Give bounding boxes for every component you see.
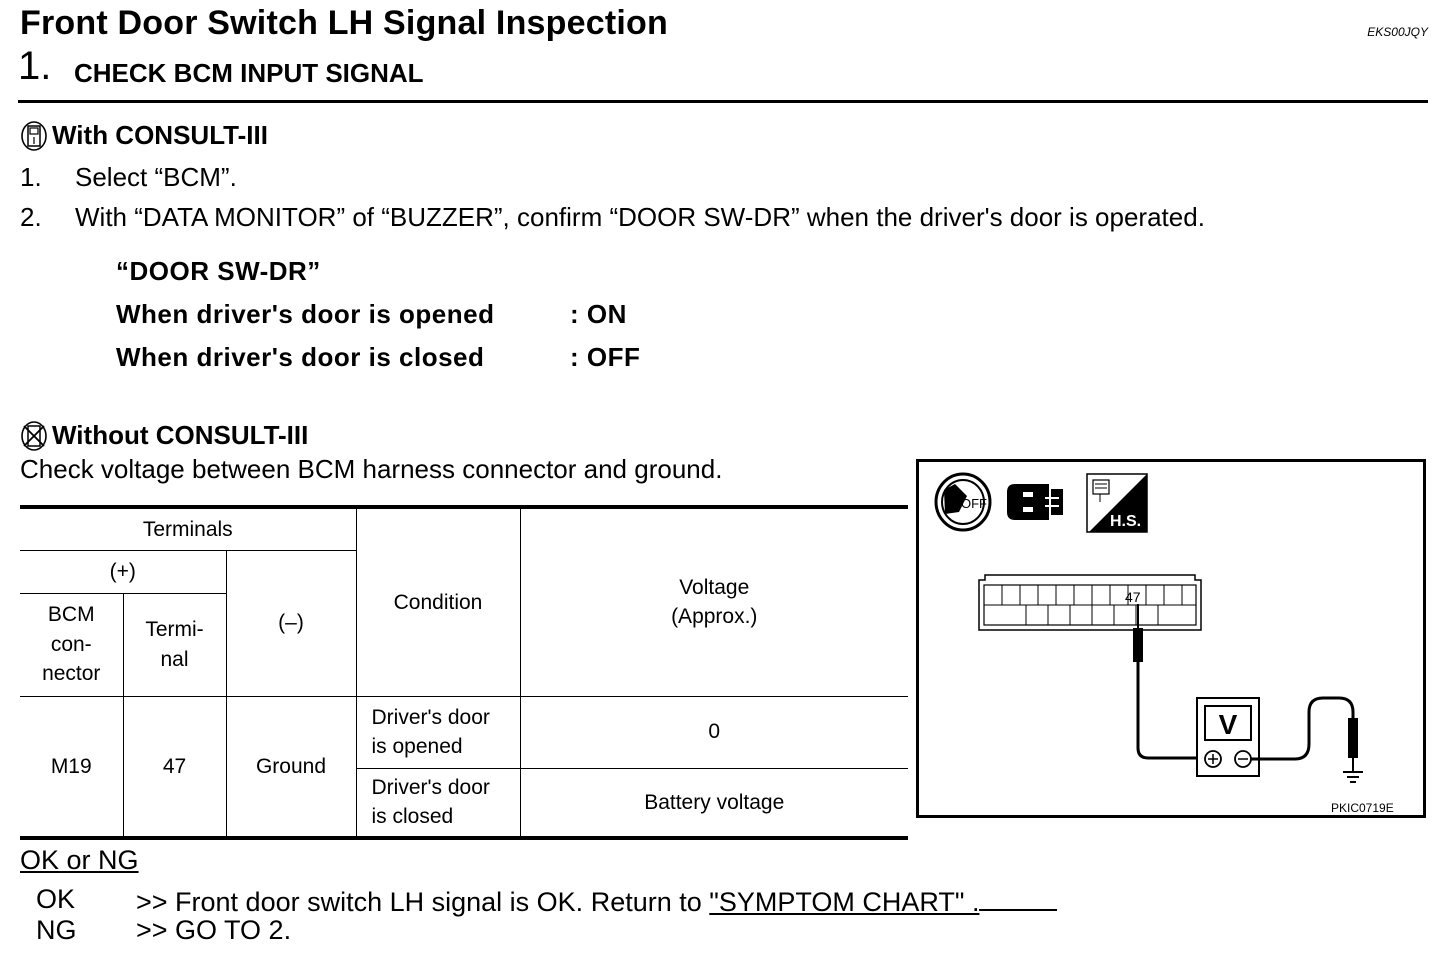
voltage-header-line2: (Approx.)	[671, 605, 758, 629]
step-1-text: Select “BCM”.	[75, 162, 237, 192]
condition-open-line1: Driver's door	[371, 705, 490, 729]
consult-tool-icon	[20, 121, 48, 151]
with-consult-label: With CONSULT-III	[52, 120, 268, 150]
ok-text-wrap	[136, 884, 1057, 918]
terminal-header-line2: nal	[160, 647, 189, 671]
monitor-closed-condition: When driver's door is closed	[116, 342, 485, 372]
bcm-connector-header-line1: BCM	[47, 603, 95, 627]
page-title: Front Door Switch LH Signal Inspection	[20, 4, 668, 42]
ok-key: OK	[36, 884, 76, 914]
negative-probe-ground	[1251, 698, 1363, 782]
link-underline	[979, 884, 1057, 911]
terminals-header: Terminals	[20, 507, 356, 550]
without-consult-label: Without CONSULT-III	[52, 420, 309, 450]
voltmeter-drawing	[1197, 698, 1259, 776]
no-consult-tool-icon	[20, 421, 48, 451]
voltmeter-v-label: V	[1218, 709, 1238, 740]
bcm-connector-header-line3: nector	[42, 662, 101, 686]
monitor-open-value: : ON	[570, 299, 627, 329]
ng-result-row	[0, 915, 1440, 949]
minus-header: (–)	[226, 550, 356, 696]
connector-disconnect-icon	[1007, 484, 1063, 520]
ok-text: >> Front door switch LH signal is OK. Return to	[136, 887, 710, 917]
table-row	[20, 696, 908, 768]
condition-closed-line2: is closed	[371, 805, 454, 829]
terminal-header	[123, 593, 226, 696]
voltage-closed-cell: Battery voltage	[520, 768, 908, 838]
condition-header: Condition	[356, 507, 520, 696]
ignition-key-off-icon	[936, 474, 990, 530]
condition-closed-line1: Driver's door	[371, 775, 490, 799]
voltage-instruction: Check voltage between BCM harness connector and ground.	[20, 454, 723, 484]
monitor-item-name: “DOOR SW-DR”	[116, 256, 321, 286]
bcm-connector-header	[20, 593, 123, 696]
terminal-47-label: 47	[1125, 589, 1141, 605]
step-1-number: 1.	[20, 162, 42, 192]
step-2-text: With “DATA MONITOR” of “BUZZER”, confirm “DOOR SW-DR” when the driver's door is operated.	[75, 202, 1205, 232]
with-consult-heading	[20, 120, 268, 151]
monitor-closed-value: : OFF	[570, 342, 641, 372]
step-2-number: 2.	[20, 202, 42, 232]
ng-key: NG	[36, 915, 77, 945]
ok-result-row	[0, 884, 1440, 918]
figure-code: PKIC0719E	[1331, 801, 1394, 815]
key-off-text: OFF	[961, 496, 987, 511]
voltage-header-line1: Voltage	[679, 575, 750, 599]
hs-text: H.S.	[1110, 513, 1142, 530]
bcm-connector-header-line2: con-	[50, 632, 92, 656]
condition-closed-cell	[356, 768, 520, 838]
harness-side-icon	[1087, 474, 1147, 532]
ng-text: >> GO TO 2.	[136, 915, 292, 945]
condition-open-line2: is opened	[371, 735, 463, 758]
wiring-diagram-svg	[919, 462, 1423, 815]
terminal-cell: 47	[123, 696, 226, 838]
wiring-diagram	[916, 459, 1426, 818]
ok-ng-heading: OK or NG	[20, 845, 139, 875]
without-consult-heading	[20, 420, 308, 451]
procedure-step-2	[0, 202, 1440, 234]
condition-open-cell	[356, 696, 520, 768]
document-code: EKS00JQY	[1367, 25, 1428, 39]
step-number: 1.	[18, 44, 52, 88]
minus-cell: Ground	[226, 696, 356, 838]
bcm-connector-drawing	[979, 575, 1201, 630]
connector-cell: M19	[20, 696, 123, 838]
voltage-header	[520, 507, 908, 696]
monitor-open-condition: When driver's door is opened	[116, 299, 495, 329]
plus-header: (+)	[20, 550, 226, 593]
header-divider	[18, 100, 1428, 103]
step-title: CHECK BCM INPUT SIGNAL	[74, 58, 424, 88]
symptom-chart-link[interactable]: "SYMPTOM CHART" .	[709, 887, 980, 917]
terminal-header-line1: Termi-	[145, 618, 204, 642]
procedure-step-1	[0, 162, 1440, 194]
voltage-open-cell: 0	[520, 696, 908, 768]
terminal-voltage-table	[20, 505, 908, 840]
